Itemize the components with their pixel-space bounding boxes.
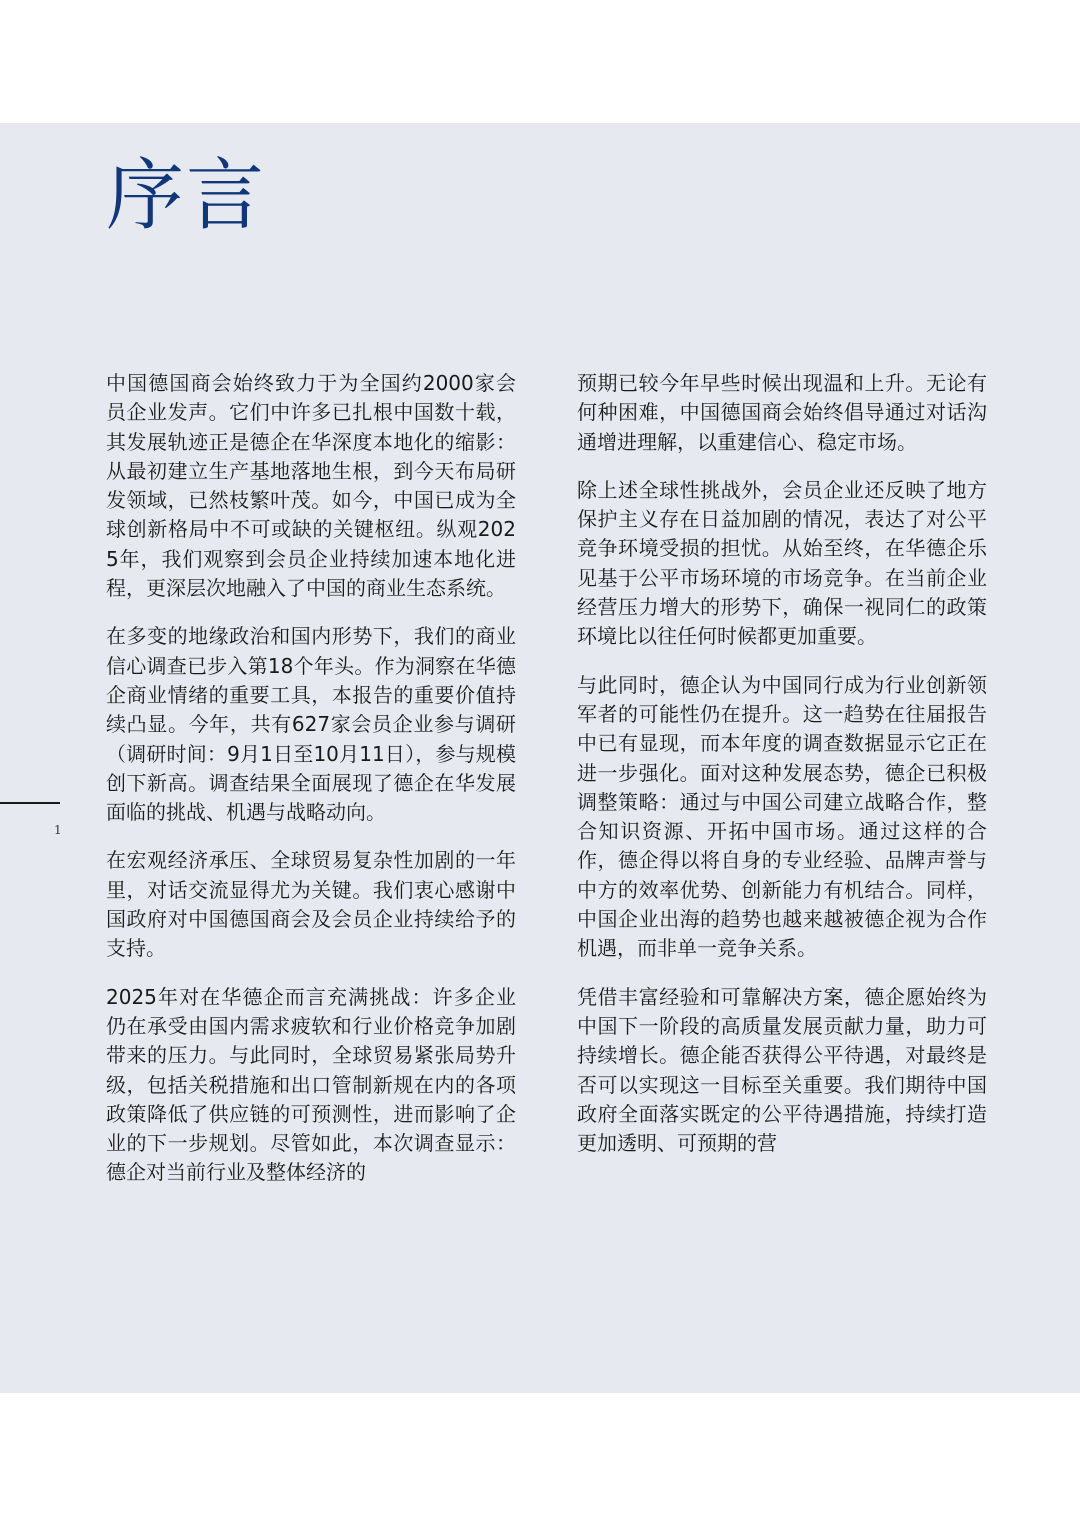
- paragraph: 与此同时，德企认为中国同行成为行业创新领军者的可能性仍在提升。这一趋势在往届报告中已有显现，而本年度的调查数据显示它正在进一步强化。面对这种发展态势，德企已积极调整策略：通过与中国公司建立战略合作，整合知识资源、开拓中国市场。通过这样的合作，德企得以将自身的专业经验、品牌声誉与中方的效率优势、创新能力有机结合。同样，中国企业出海的趋势也越来越被德企视为合作机遇，而非单一竞争关系。: [577, 672, 987, 961]
- paragraph: 在多变的地缘政治和国内形势下，我们的商业信心调查已步入第18个年头。作为洞察在华德企商业情绪的重要工具，本报告的重要价值持续凸显。今年，共有627家会员企业参与调研（调研时间：9月1日至10月11日），参与规模创下新高。调查结果全面展现了德企在华发展面临的挑战、机遇与战略动向。: [106, 624, 516, 825]
- paragraph: 在宏观经济承压、全球贸易复杂性加剧的一年里，对话交流显得尤为关键。我们衷心感谢中国政府对中国德国商会及会员企业持续给予的支持。: [106, 848, 516, 961]
- page-number: 1: [54, 823, 62, 837]
- right-column: [577, 369, 987, 1177]
- page-title: 序言: [106, 151, 267, 241]
- paragraph: 除上述全球性挑战外，会员企业还反映了地方保护主义存在日益加剧的情况，表达了对公平竞争环境受损的担忧。从始至终，在华德企乐见基于公平市场环境的市场竞争。在当前企业经营压力增大的形势下，确保一视同仁的政策环境比以往任何时候都更加重要。: [577, 477, 987, 649]
- paragraph: 中国德国商会始终致力于为全国约2000家会员企业发声。它们中许多已扎根中国数十载，其发展轨迹正是德企在华深度本地化的缩影：从最初建立生产基地落地生根，到今天布局研发领域，已然枝繁叶茂。如今，中国已成为全球创新格局中不可或缺的关键枢纽。纵观2025年，我们观察到会员企业持续加速本地化进程，更深层次地融入了中国的商业生态系统。: [106, 371, 516, 601]
- paragraph: 凭借丰富经验和可靠解决方案，德企愿始终为中国下一阶段的高质量发展贡献力量，助力可持续增长。德企能否获得公平待遇，对最终是否可以实现这一目标至关重要。我们期待中国政府全面落实既定的公平待遇措施，持续打造更加透明、可预期的营: [577, 984, 987, 1156]
- paragraph: 2025年对在华德企而言充满挑战：许多企业仍在承受由国内需求疲软和行业价格竞争加剧带来的压力。与此同时，全球贸易紧张局势升级，包括关税措施和出口管制新规在内的各项政策降低了供应链的可预测性，进而影响了企业的下一步规划。尽管如此，本次调查显示：德企对当前行业及整体经济的: [106, 984, 516, 1185]
- paragraph: 预期已较今年早些时候出现温和上升。无论有何种困难，中国德国商会始终倡导通过对话沟通增进理解，以重建信心、稳定市场。: [577, 371, 987, 454]
- page-marker-rule: [0, 802, 60, 804]
- left-column: [106, 369, 516, 1207]
